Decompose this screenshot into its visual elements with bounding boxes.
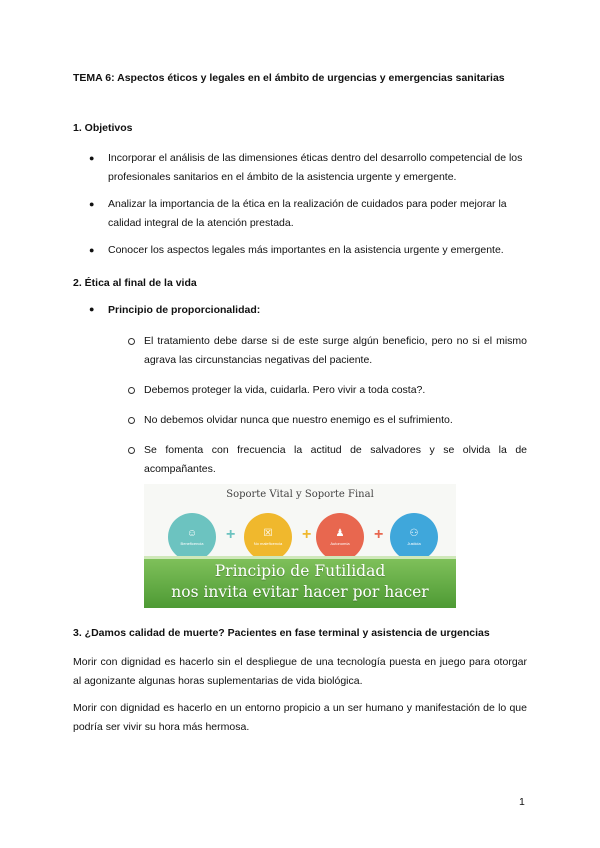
- smile-icon: ☺: [186, 527, 198, 539]
- circle-bullet-icon: [128, 387, 135, 394]
- list-item: ● Conocer los aspectos legales más importantes en la asistencia urgente y emergente.: [73, 241, 527, 260]
- list-item: ● Incorporar el análisis de las dimensiones éticas dentro del desarrollo competencial de los profesionales sanitarios en el ámbito de la asistencia urgente y emergente.: [73, 149, 527, 187]
- futilidad-banner: [144, 556, 456, 608]
- plus-icon: +: [374, 526, 384, 543]
- person-icon: ♟: [335, 527, 345, 539]
- plus-icon: +: [226, 526, 236, 543]
- subheading-proporcionalidad: ● Principio de proporcionalidad:: [89, 304, 261, 316]
- section-heading-etica: 2. Ética al final de la vida: [73, 277, 197, 289]
- banner-line-1: Principio de Futilidad: [214, 562, 386, 580]
- objetivos-list: [73, 149, 527, 268]
- people-icon: ⚇: [409, 527, 419, 539]
- banner-line-2: nos invita evitar hacer por hacer: [171, 583, 429, 601]
- list-item: Se fomenta con frecuencia la actitud de salvadores y se olvida la de acompañantes.: [128, 441, 527, 479]
- page-number: 1: [519, 796, 525, 808]
- paragraph: Morir con dignidad es hacerlo en un entorno propicio a un ser humano y manifestación de lo que podría ser vivir su hora más hermosa.: [73, 702, 527, 733]
- cross-box-icon: ☒: [263, 527, 273, 539]
- list-item: No debemos olvidar nunca que nuestro enemigo es el sufrimiento.: [128, 411, 527, 430]
- section-heading-calidad-muerte: 3. ¿Damos calidad de muerte? Pacientes en fase terminal y asistencia de urgencias: [73, 627, 490, 639]
- document-title: TEMA 6: Aspectos éticos y legales en el ámbito de urgencias y emergencias sanitarias: [73, 72, 505, 84]
- proporcionalidad-list: [128, 332, 527, 490]
- circle-bullet-icon: [128, 417, 135, 424]
- bullet-icon: ●: [89, 153, 95, 163]
- list-item: ● Analizar la importancia de la ética en la realización de cuidados para poder mejorar la calidad integral de la atención prestada.: [73, 195, 527, 233]
- list-item: Debemos proteger la vida, cuidarla. Pero vivir a toda costa?.: [128, 381, 527, 400]
- figure-title: Soporte Vital y Soporte Final: [226, 489, 374, 500]
- circle-bullet-icon: [128, 447, 135, 454]
- section-heading-objetivos: 1. Objetivos: [73, 122, 133, 134]
- bullet-icon: ●: [89, 304, 95, 314]
- bullet-icon: ●: [89, 245, 95, 255]
- autonomia-circle: ♟ Autonomía: [316, 513, 364, 561]
- justicia-circle: ⚇ Justicia: [390, 513, 438, 561]
- beneficencia-circle: ☺ Beneficencia: [168, 513, 216, 561]
- no-maleficencia-circle: ☒ No maleficencia: [244, 513, 292, 561]
- bullet-icon: ●: [89, 199, 95, 209]
- list-item: El tratamiento debe darse si de este surge algún beneficio, pero no si el mismo agrava las circunstancias negativas del paciente.: [128, 332, 527, 370]
- circle-bullet-icon: [128, 338, 135, 345]
- plus-icon: +: [302, 526, 312, 543]
- futilidad-figure: [144, 484, 456, 608]
- paragraph: Morir con dignidad es hacerlo sin el despliegue de una tecnología puesta en juego para otorgar al agonizante algunas horas suplementarias de vida biológica.: [73, 656, 527, 687]
